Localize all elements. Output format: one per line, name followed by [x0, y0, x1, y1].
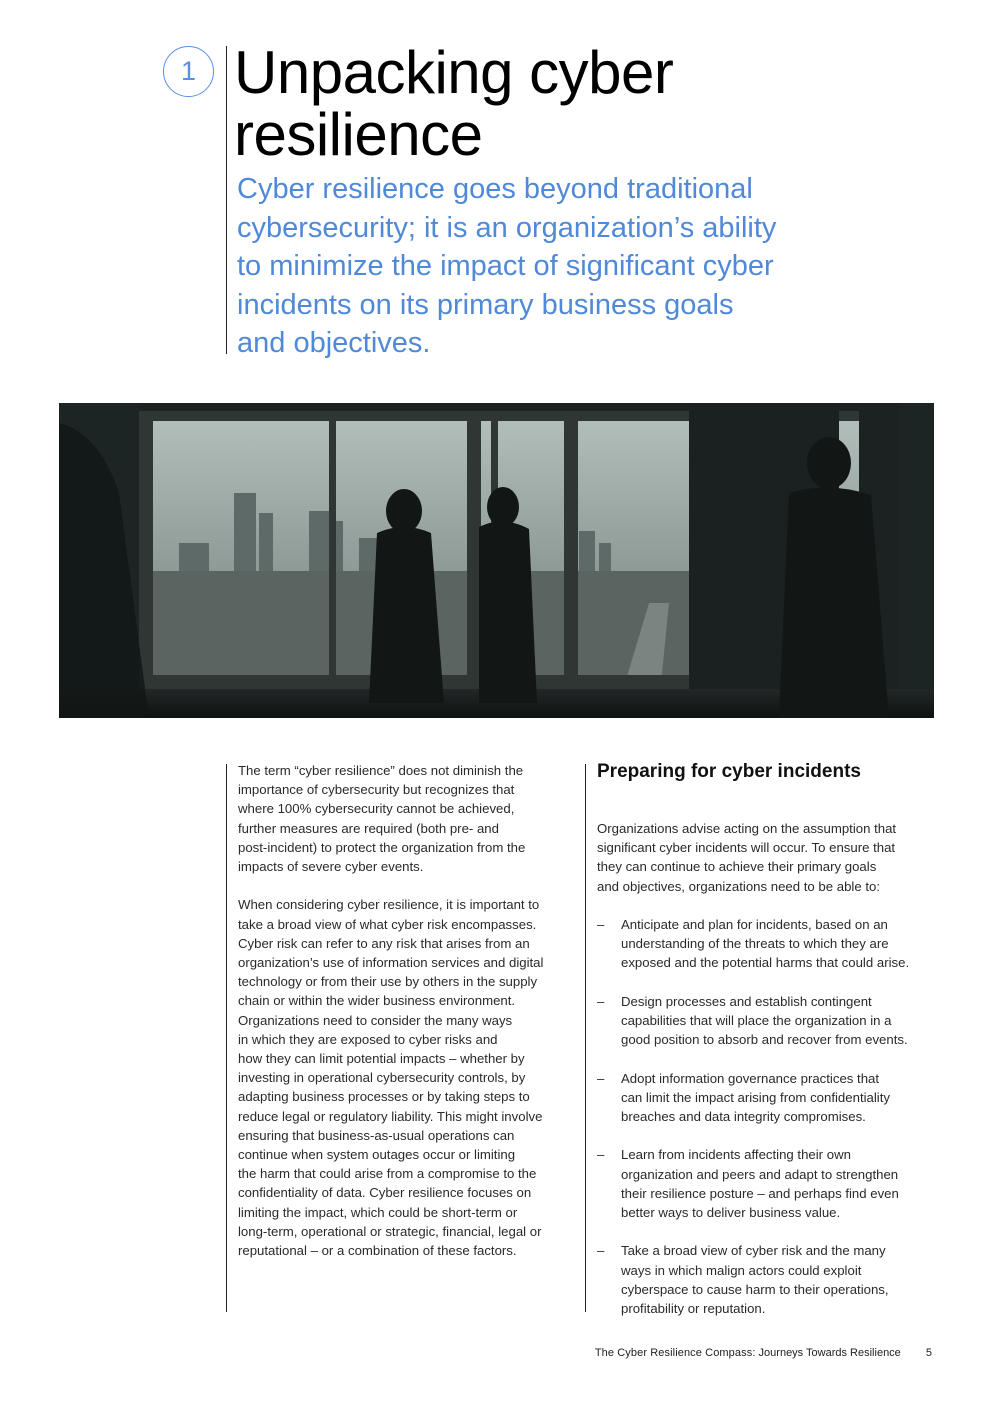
list-item	[597, 1069, 933, 1127]
text-line: cyberspace to cause harm to their operations,	[621, 1281, 889, 1297]
text-line: significant cyber incidents will occur. To ensure that	[597, 840, 896, 856]
paragraph-intro	[238, 761, 576, 876]
text-line: Adopt information governance practices that	[621, 1070, 880, 1086]
left-column	[238, 761, 576, 1279]
text-line: profitability or reputation.	[621, 1301, 766, 1316]
bullet-dash: –	[597, 1147, 605, 1163]
text-line: Organizations advise acting on the assumption that	[597, 821, 897, 836]
text-line: they can continue to achieve their primary goals	[597, 859, 877, 875]
page-title-line-2: resilience	[234, 101, 483, 168]
text-line: importance of cybersecurity but recognizes that	[238, 782, 515, 798]
text-line: adapting business processes or by taking steps to	[238, 1089, 530, 1105]
text-line: impacts of severe cyber events.	[238, 859, 424, 875]
text-line: where 100% cybersecurity cannot be achieved,	[238, 801, 515, 817]
right-column	[597, 819, 933, 1337]
subtitle-line: incidents on its primary business goals	[237, 288, 734, 321]
header-divider	[226, 46, 227, 354]
text-line: reputational – or a combination of these factors.	[238, 1243, 517, 1259]
text-line: ensuring that business-as-usual operations can	[238, 1127, 515, 1143]
paragraph-cyber-risk	[238, 895, 576, 1260]
list-item	[597, 992, 933, 1050]
text-line: their resilience posture – and perhaps find even	[621, 1185, 899, 1201]
text-line: how they can limit potential impacts – whether by	[238, 1051, 525, 1067]
subtitle-line: cybersecurity; it is an organization’s ability	[237, 211, 777, 244]
text-line: good position to absorb and recover from events.	[621, 1032, 908, 1048]
left-column-divider	[226, 764, 227, 1312]
text-line: investing in operational cybersecurity controls, by	[238, 1070, 526, 1086]
page-subtitle	[237, 170, 877, 363]
list-item	[597, 915, 933, 973]
footer-publication-title: The Cyber Resilience Compass:	[594, 1347, 756, 1359]
text-line: The term “cyber resilience” does not diminish the	[238, 763, 524, 778]
footer-publication-subtitle: Journeys Towards Resilience	[758, 1347, 901, 1359]
text-line: When considering cyber resilience, it is important to	[238, 897, 540, 913]
subtitle-line: and objectives.	[237, 327, 431, 359]
text-line: further measures are required (both pre- and	[238, 820, 499, 836]
text-line: take a broad view of what cyber risk encompasses.	[238, 916, 537, 932]
text-line: better ways to deliver business value.	[621, 1205, 841, 1220]
page-title	[234, 39, 874, 168]
bullet-dash: –	[597, 917, 605, 932]
text-line: technology or from their use by others in the supply	[238, 974, 538, 990]
text-line: chain or within the wider business environment.	[238, 993, 516, 1009]
text-line: Learn from incidents affecting their own	[621, 1147, 851, 1163]
text-line: post-incident) to protect the organization from the	[238, 839, 526, 855]
text-line: limiting the impact, which could be short-term or	[238, 1204, 518, 1220]
subtitle-line: Cyber resilience goes beyond traditional	[237, 173, 753, 205]
text-line: exposed and the potential harms that could arise.	[621, 955, 910, 971]
paragraph-preparing-intro	[597, 819, 933, 896]
hero-image	[59, 403, 934, 718]
page-title-line-1: Unpacking cyber	[234, 39, 674, 106]
bullet-dash: –	[597, 1070, 605, 1086]
text-line: capabilities that will place the organization in a	[621, 1013, 892, 1028]
capabilities-list	[597, 915, 933, 1318]
text-line: ways in which malign actors could exploit	[621, 1262, 862, 1278]
list-item	[597, 1241, 933, 1318]
text-line: reduce legal or regulatory liability. This might involve	[238, 1108, 543, 1124]
hero-photo-illustration	[59, 403, 934, 718]
text-line: long-term, operational or strategic, financial, legal or	[238, 1223, 542, 1239]
right-column-divider	[585, 764, 586, 1312]
text-line: understanding of the threats to which they are	[621, 936, 889, 952]
list-item	[597, 1145, 933, 1222]
text-line: Take a broad view of cyber risk and the many	[621, 1243, 886, 1259]
bullet-dash: –	[597, 993, 605, 1009]
text-line: confidentiality of data. Cyber resilience focuses on	[238, 1185, 532, 1201]
page-footer	[0, 1347, 932, 1359]
text-line: breaches and data integrity compromises.	[621, 1109, 866, 1124]
page-number: 5	[925, 1347, 932, 1359]
chapter-number: 1	[180, 56, 197, 86]
chapter-number-badge	[163, 46, 214, 97]
bullet-dash: –	[597, 1243, 605, 1259]
text-line: the harm that could arise from a compromise to the	[238, 1166, 537, 1182]
text-line: organization’s use of information services and digital	[238, 955, 544, 971]
text-line: can limit the impact arising from confidentiality	[621, 1089, 890, 1105]
text-line: Organizations need to consider the many ways	[238, 1012, 513, 1028]
subtitle-line: to minimize the impact of significant cyber	[237, 250, 774, 282]
text-line: in which they are exposed to cyber risks and	[238, 1031, 498, 1047]
text-line: organization and peers and adapt to strengthen	[621, 1166, 899, 1182]
text-line: Design processes and establish contingent	[621, 993, 872, 1009]
text-line: and objectives, organizations need to be able to:	[597, 878, 880, 894]
text-line: Cyber risk can refer to any risk that arises from an	[238, 935, 530, 951]
text-line: Anticipate and plan for incidents, based on an	[621, 917, 888, 932]
section-heading: Preparing for cyber incidents	[597, 761, 861, 782]
text-line: continue when system outages occur or limiting	[238, 1147, 516, 1163]
